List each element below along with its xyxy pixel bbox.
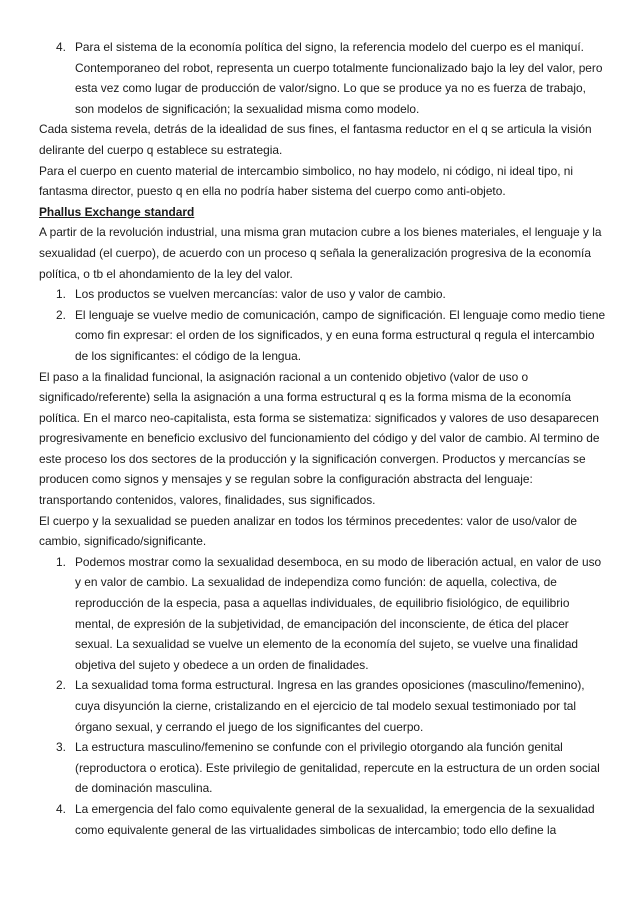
numbered-list-middle <box>39 284 608 366</box>
list-item <box>39 675 608 737</box>
paragraph: El cuerpo y la sexualidad se pueden analizar en todos los términos precedentes: valor de uso/valor de cambio, significado/significante. <box>39 513 578 549</box>
paragraph: Cada sistema revela, detrás de la idealidad de sus fines, el fantasma reductor en el q se articula la visión delirante del cuerpo q establece su estrategia. <box>39 122 592 157</box>
numbered-list-bottom <box>39 552 608 840</box>
list-number: 4. <box>56 801 66 816</box>
list-number: 4. <box>56 40 66 54</box>
list-item <box>39 37 608 119</box>
list-number: 1. <box>56 554 66 569</box>
list-item <box>39 284 608 305</box>
list-item <box>39 305 608 367</box>
list-item <box>39 737 608 799</box>
list-item-text: La emergencia del falo como equivalente general de la sexualidad, la emergencia de la sexualidad como equivalente general de las virtualidades simbolicas de intercambio; todo ello define la <box>75 801 595 837</box>
list-item-text: Para el sistema de la economía política del signo, la referencia modelo del cuerpo es el maniquí. Contemporaneo del robot, representa un cuerpo totalmente funcionalizado bajo la ley del valor, pero esta vez como lugar de producción de valor/signo. Lo que se produce ya no es fuerza de trabajo, son modelos de significación; la sexualidad misma como modelo. <box>75 40 603 116</box>
list-number: 2. <box>56 307 66 322</box>
list-item <box>39 799 608 840</box>
paragraph: El paso a la finalidad funcional, la asignación racional a un contenido objetivo (valor de uso o significado/referente) sella la asignación a una forma estructural q es la forma misma de la economía política. En el marco neo-capitalista, esta forma se sistematiza: significados y valores de uso desaparecen progresivamente en beneficio exclusivo del funcionamiento del código y del valor de cambio. Al termino de este proceso los dos sectores de la producción y la significación convergen. Productos y mercancías se producen como signos y mensajes y se regulan sobre la configuración abstracta del lenguaje: transportando contenidos, valores, finalidades, sus significados. <box>39 369 600 508</box>
paragraph: Para el cuerpo en cuento material de intercambio simbolico, no hay modelo, ni código, ni ideal tipo, ni fantasma director, puesto q en ella no podría haber sistema del cuerpo como anti-objeto. <box>39 163 574 199</box>
list-item-text: Los productos se vuelven mercancías: valor de uso y valor de cambio. <box>75 287 446 302</box>
numbered-list-top <box>39 37 608 119</box>
list-number: 1. <box>56 287 66 302</box>
list-item-text: La estructura masculino/femenino se confunde con el privilegio otorgando ala función genital (reproductora o erotica). Este privilegio de genitalidad, repercute en la estructura de un orden social de dominación masculina. <box>75 740 600 796</box>
list-item-text: La sexualidad toma forma estructural. Ingresa en las grandes oposiciones (masculino/femenino), cuya disyunción la cierne, cristalizando en el ejercicio de tal modelo sexual testimoniado por tal órgano sexual, y cerrando el juego de los significantes del cuerpo. <box>75 678 585 734</box>
list-item-text: El lenguaje se vuelve medio de comunicación, campo de significación. El lenguaje como medio tiene como fin expresar: el orden de los significados, y en euna forma estructural q regula el intercambio de los significantes: el código de la lengua. <box>75 307 606 363</box>
paragraph: A partir de la revolución industrial, una misma gran mutacion cubre a los bienes materiales, el lenguaje y la sexualidad (el cuerpo), de acuerdo con un proceso q señala la generalización progresiva de la economía política, o tb el ahondamiento de la ley del valor. <box>39 225 602 281</box>
list-number: 2. <box>56 678 66 693</box>
section-heading: Phallus Exchange standard <box>39 204 195 219</box>
list-item-text: Podemos mostrar como la sexualidad desemboca, en su modo de liberación actual, en valor de uso y en valor de cambio. La sexualidad de independiza como función: de aquella, colectiva, de reproducción de la especia, pasa a aquellas individuales, de equilibrio fisiológico, de equilibrio mental, de expresión de la subjetividad, de emancipación del inconsciente, de ética del placer sexual. La sexualidad se vuelve un elemento de la economía del sujeto, se vuelve una finalidad objetiva del sujeto y obedece a un orden de finalidades. <box>75 554 602 672</box>
list-item <box>39 552 608 676</box>
list-number: 3. <box>56 740 66 755</box>
